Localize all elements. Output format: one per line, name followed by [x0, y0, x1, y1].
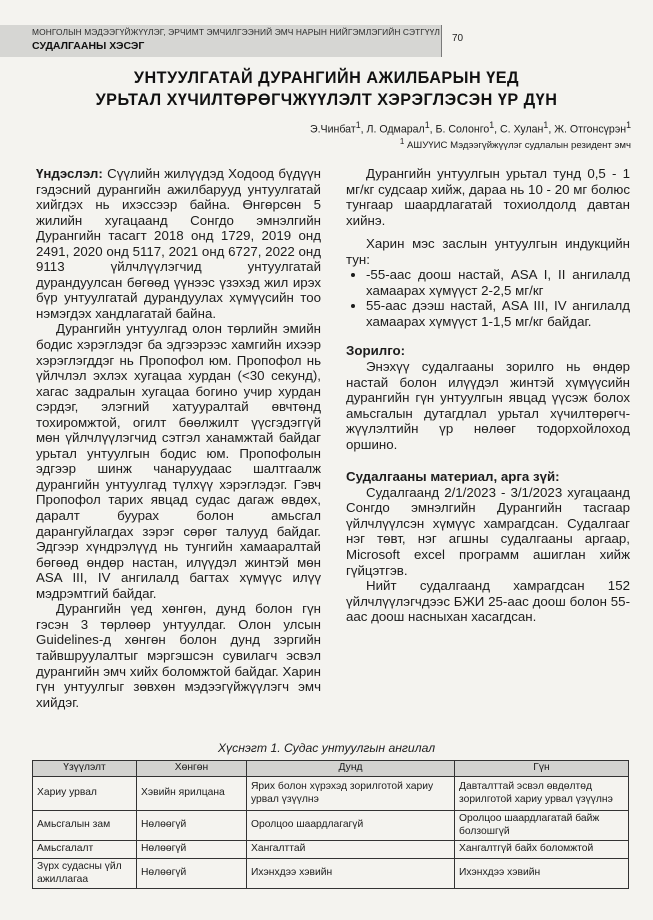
methods-paragraph-1: Судалгаанд 2/1/2023 - 3/1/2023 хугацаанд Сонгдо эмнэлгийн Дурангийн тасгаар үйлчлүүлсэн хүмүүс хамрагдсан. Судалгааг нэг төвт, нэг агшны судалгааны аргаар, Microsoft excel программ ашиглан хийж гүйцэтгэв.	[346, 484, 630, 578]
table-cell: Ихэнхдээ хэвийн	[455, 859, 629, 889]
sedation-table	[32, 760, 629, 889]
table-cell: Зүрх судасны үйл ажиллагаа	[33, 859, 137, 889]
table-cell: Давталттай эсвэл өвдөлтөд зорилготой хариу урвал үзүүлнэ	[455, 777, 629, 811]
header-divider	[441, 25, 442, 57]
list-item: • 55-аас дээш настай, ASA III, IV ангилалд хамаарах хүмүүст 1-1,5 мг/кг байдаг.	[366, 298, 630, 329]
author: Б. Солонго	[435, 123, 490, 136]
objective-heading: Зорилго:	[346, 343, 406, 359]
table-cell: Хариу урвал	[33, 777, 137, 811]
affiliation	[400, 137, 631, 151]
article-title-line-1: УНТУУЛГАТАЙ ДУРАНГИЙН АЖИЛБАРЫН ҮЕД	[133, 69, 520, 87]
intro-paragraph-5: Харин мэс заслын унтуулгын индукцийн тун:	[346, 236, 630, 267]
right-column	[346, 166, 630, 625]
article-title-line-2: УРЬТАЛ ХҮЧИЛТӨРӨГЧЖҮҮЛЭЛТ ХЭРЭГЛЭСЭН ҮР ДҮН	[95, 91, 558, 109]
table-cell: Оролцоо шаардлагатай байж болзошгүй	[455, 811, 629, 841]
dose-list	[346, 267, 630, 329]
table-row	[33, 841, 629, 859]
intro-paragraph-2: Дурангийн унтуулгад олон төрлийн эмийн бодис хэрэглэдэг ба эдгээрээс хамгийн ихээр хэрэглэгддэг нь Пропофол юм. Пропофол нь үйлчлэл эхлэх хугацаа хурдан (<30 секунд), хагас задралын хугацаа богино учир хурдан сэрдэг, элэгний хатууралтай өвчтөнд тохиромжтой, огилт бөөлжилт үүсгэдэггүй мөн үйлчлүүлэгчид сэтгэл ханамжтай байдаг урьтал унтуулгын бодис юм. Пропофолын эдгээр шинж чанаруудаас шалтгаалж дурангийн унтуулгад түлхүү хэрэглэдэг. Гэвч Пропофол тарих явцад судас дагаж өвдөх, даралт буурах болон амьсгал дарангуйлагдах зэрэг сөрөг талууд байдаг. Эдгээр хүндрэлүүд нь тунгийн хамааралтай бөгөөд өндөр настан, илүүдэл жинтэй мөн ASA III, IV ангилалд багтах хүмүүс илүү мэдрэмтгий байдаг.	[36, 321, 321, 601]
author-affiliation-mark: 1	[626, 120, 631, 130]
intro-paragraph-1	[36, 166, 321, 321]
page-number: 70	[452, 33, 464, 44]
table-cell: Оролцоо шаардлагагүй	[247, 811, 455, 841]
author: Л. Одмарал	[366, 123, 425, 136]
author-affiliation-mark: 1	[543, 120, 549, 130]
author-affiliation-mark: 1	[489, 120, 495, 130]
author: Э.Чинбат	[309, 123, 356, 136]
intro-p1-text: Сүүлийн жилүүдэд Ходоод бүдүүн гэдэсний дурангийн ажилбарууд унтуулгатай хийгдэх нь ихэссээр байна. Өнгөрсөн 5 жилийн хугацаанд Сонгдо эмнэлгийн Дурангийн тасагт 2018 онд 1729, 2019 онд 2491, 2020 онд 5117, 2021 онд 6727, 2022 онд 9113 үйлчлүүлэгчид унтуулгатай дурандуулсан бөгөөд үүнээс үзэхэд жил ирэх бүр унтуулгатай дурандуулах хүмүүсийн тоо нэмэгдэх хандлагатай байна.	[36, 166, 321, 321]
table-cell: Нөлөөгүй	[137, 859, 247, 889]
objective-paragraph: Энэхүү судалгааны зорилго нь өндөр настай болон илүүдэл жинтэй хүмүүсийн дурангийн гүн унтуулгын явцад үүсэж болох амьсгалын дутагдлал урьтал хүчилтөрөгч-жүүлэлтийн үр нөлөөг тодорхойлоход оршино.	[346, 359, 630, 452]
table-caption: Хүснэгт 1. Судас унтуулгын ангилал	[217, 741, 436, 755]
author-affiliation-mark: 1	[424, 120, 430, 130]
intro-paragraph-3: Дурангийн үед хөнгөн, дунд болон гүн гэсэн 3 төрлөөр унтуулдаг. Олон улсын Guidelines-д хөнгөн болон дунд зэргийн тайвшруулалтыг мэргэшсэн сувилагч эсвэл дурангийн эмч хийх боломжтой байдаг. Харин гүн унтуулгыг зөвхөн мэдээгүйжүүлэгч эмч хийдэг.	[36, 601, 321, 710]
author-list: Э.Чинбат$^1$, Л. Одмарал$^1$, Б. Солонго$^1$, С. Хулан$^1$, Ж. Отгонсүрэн$^1$	[309, 120, 631, 136]
table-row	[33, 777, 629, 811]
table-row	[33, 859, 629, 889]
table-row	[33, 811, 629, 841]
journal-title: МОНГОЛЫН МЭДЭЭГҮЙЖҮҮЛЭГ, ЭРЧИМТ ЭМЧИЛГЭЭНИЙ ЭМЧ НАРЫН НИЙГЭМЛЭГИЙН СЭТГҮҮЛ	[32, 27, 441, 37]
table-cell: Ихэнхдээ хэвийн	[247, 859, 455, 889]
author-affiliation-mark: 1	[355, 120, 361, 130]
table-cell: Хангалтгүй байх боломжтой	[455, 841, 629, 859]
column-header: Хөнгөн	[137, 761, 247, 777]
affiliation-mark: 1	[399, 137, 405, 146]
column-header: Дунд	[247, 761, 455, 777]
table-cell: Ярих болон хүрэхэд зорилготой хариу урвал үзүүлнэ	[247, 777, 455, 811]
table-cell: Амьсгалалт	[33, 841, 137, 859]
methods-paragraph-2: Нийт судалгаанд хамрагдсан 152 үйлчлүүлэгчдээс БЖИ 25-аас доош болон 55-аас доош насныхан хасагдсан.	[346, 578, 630, 625]
intro-paragraph-4: Дурангийн унтуулгын урьтал тунд 0,5 - 1 мг/кг судсаар хийж, дараа нь 10 - 20 мг болюс тунгаар шаардлагатай тохиолдолд давтан хийнэ.	[346, 166, 630, 228]
author: С. Хулан	[500, 123, 544, 136]
table-header-row	[33, 761, 629, 777]
section-title: СУДАЛГААНЫ ХЭСЭГ	[32, 40, 145, 52]
table-cell: Амьсгалын зам	[33, 811, 137, 841]
table-cell: Хангалттай	[247, 841, 455, 859]
table-cell: Хэвийн ярилцана	[137, 777, 247, 811]
column-header: Гүн	[455, 761, 629, 777]
table-cell: Нөлөөгүй	[137, 811, 247, 841]
methods-heading: Судалгааны материал, арга зүй:	[346, 469, 560, 485]
list-item: • -55-аас доош настай, ASA I, II ангилалд хамаарах хүмүүст 2-2,5 мг/кг	[366, 267, 630, 298]
column-header: Үзүүлэлт	[33, 761, 137, 777]
affiliation-text: АШУҮИС Мэдээгүйжүүлэг судлалын резидент эмч	[407, 140, 631, 152]
author: Ж. Отгонсүрэн	[554, 123, 627, 136]
table-cell: Нөлөөгүй	[137, 841, 247, 859]
left-column	[36, 166, 321, 710]
intro-heading: Үндэслэл:	[36, 166, 103, 181]
